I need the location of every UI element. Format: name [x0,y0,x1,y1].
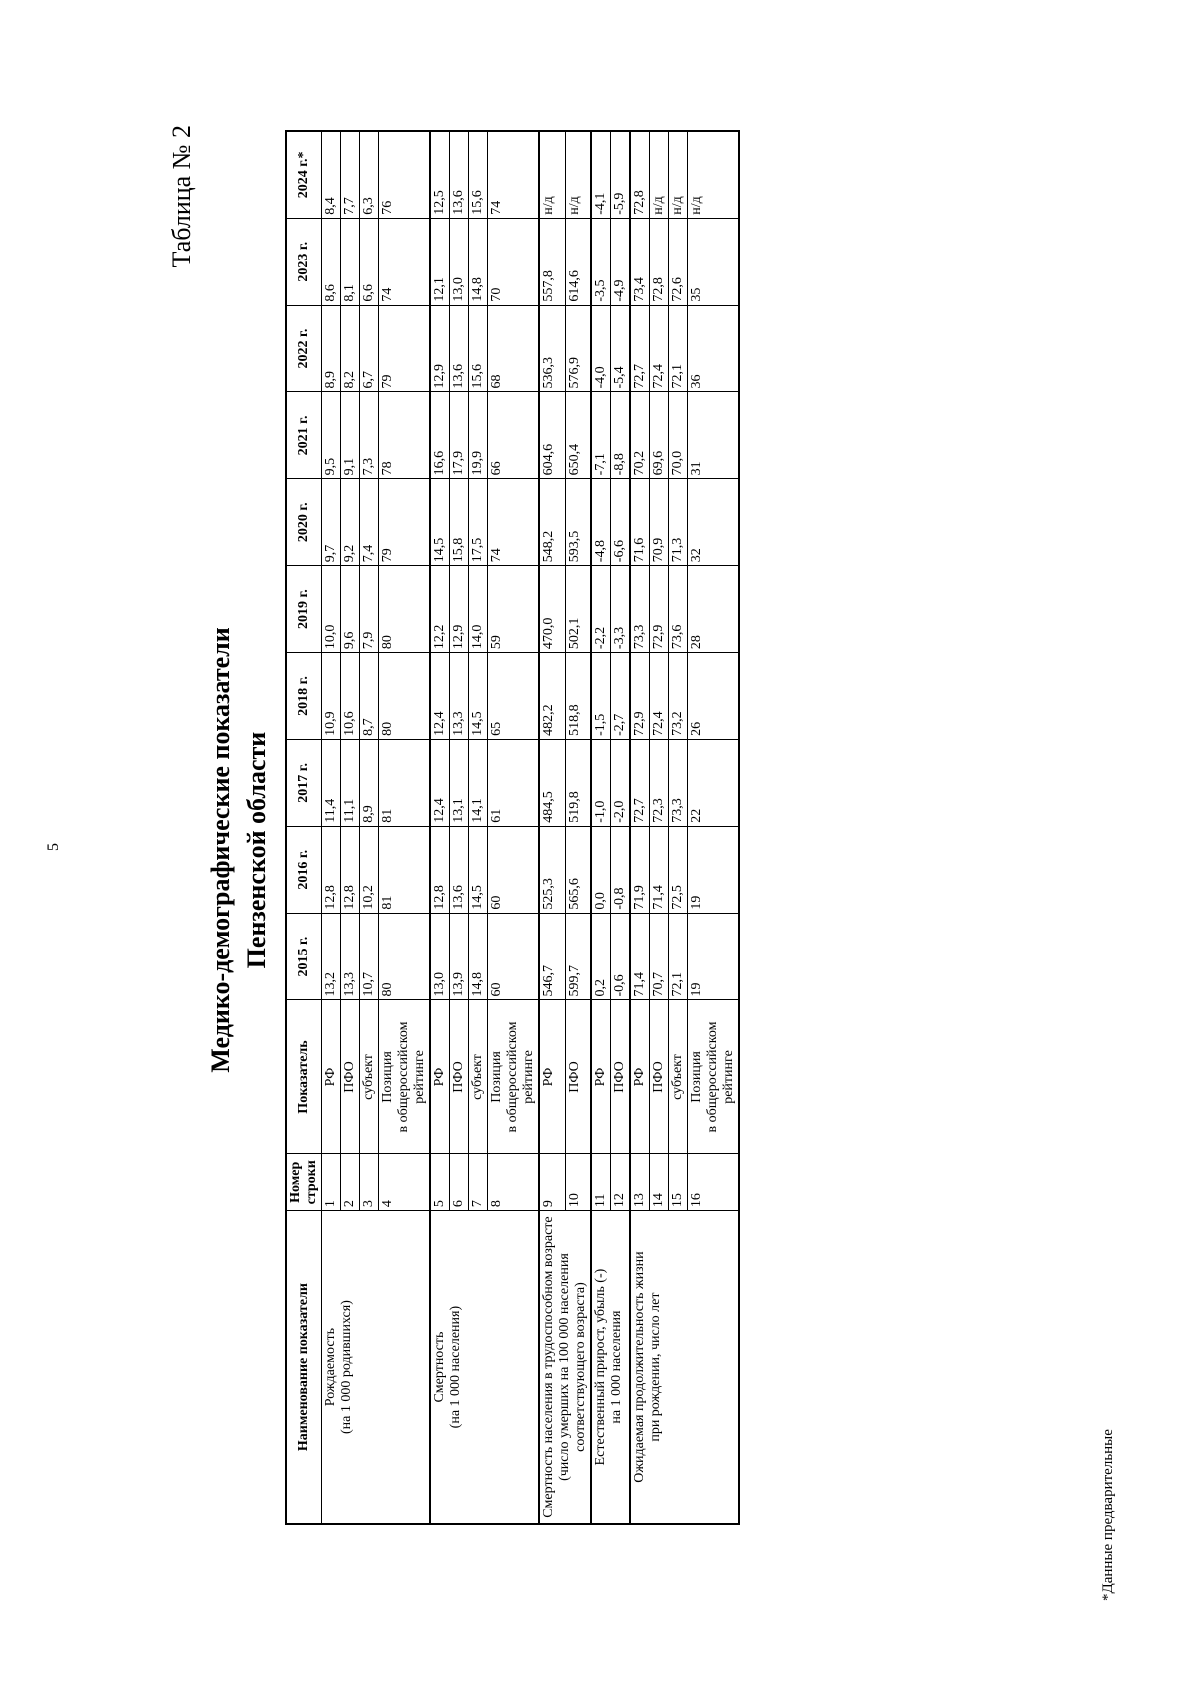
value-cell: 8,9 [322,305,341,392]
value-cell: н/д [565,131,591,218]
value-cell: 72,9 [630,653,650,740]
value-cell: 12,8 [341,826,360,913]
value-cell: 8,4 [322,131,341,218]
value-cell: 72,8 [650,218,669,305]
value-cell: 519,8 [565,739,591,826]
indicator-cell: субъект [469,1000,488,1154]
value-cell: 14,8 [469,913,488,1000]
value-cell: 80 [379,566,431,653]
value-cell: 79 [379,479,431,566]
value-cell: 60 [488,913,540,1000]
value-cell: 14,0 [469,566,488,653]
value-cell: -2,2 [591,566,611,653]
row-number-cell: 1 [322,1154,341,1211]
table-row [591,131,611,1524]
value-cell: -4,8 [591,479,611,566]
value-cell: 518,8 [565,653,591,740]
row-number-cell: 14 [650,1154,669,1211]
value-cell: 8,1 [341,218,360,305]
value-cell: н/д [669,131,688,218]
value-cell: 13,0 [430,913,450,1000]
value-cell: 17,9 [450,392,469,479]
indicator-cell: ПФО [650,1000,669,1154]
value-cell: 70 [488,218,540,305]
value-cell: 13,9 [450,913,469,1000]
table-row [539,131,565,1524]
value-cell: 9,1 [341,392,360,479]
row-number-cell: 3 [360,1154,379,1211]
value-cell: 11,4 [322,739,341,826]
indicator-cell: субъект [669,1000,688,1154]
value-cell: -6,6 [611,479,631,566]
value-cell: 80 [379,653,431,740]
demographics-table [285,130,740,1525]
value-cell: 9,7 [322,479,341,566]
row-number-cell: 12 [611,1154,631,1211]
value-cell: 8,7 [360,653,379,740]
value-cell: 70,7 [650,913,669,1000]
value-cell: 7,9 [360,566,379,653]
group-name-cell: Ожидаемая продолжительность жизни при рождении, число лет [630,1211,739,1524]
indicator-cell: ПФО [611,1000,631,1154]
value-cell: 66 [488,392,540,479]
value-cell: 72,5 [669,826,688,913]
value-cell: -5,4 [611,305,631,392]
value-cell: -2,0 [611,739,631,826]
value-cell: 28 [688,566,740,653]
header-year: 2016 г. [286,826,322,913]
value-cell: 71,9 [630,826,650,913]
row-number-cell: 9 [539,1154,565,1211]
indicator-cell: ПФО [450,1000,469,1154]
value-cell: 13,6 [450,131,469,218]
value-cell: 0,0 [591,826,611,913]
value-cell: 31 [688,392,740,479]
value-cell: 12,8 [430,826,450,913]
value-cell: 502,1 [565,566,591,653]
value-cell: 72,1 [669,305,688,392]
row-number-cell: 2 [341,1154,360,1211]
value-cell: н/д [539,131,565,218]
value-cell: -3,5 [591,218,611,305]
row-number-cell: 7 [469,1154,488,1211]
value-cell: 10,2 [360,826,379,913]
value-cell: 19,9 [469,392,488,479]
value-cell: 12,1 [430,218,450,305]
value-cell: 71,3 [669,479,688,566]
value-cell: 13,3 [450,653,469,740]
group-name-cell: Рождаемость (на 1 000 родившихся) [322,1211,431,1524]
value-cell: 60 [488,826,540,913]
value-cell: 12,9 [430,305,450,392]
header-indicator: Показатель [286,1000,322,1154]
title-line-2: Пензенской области [242,731,271,969]
value-cell: 650,4 [565,392,591,479]
indicator-cell: субъект [360,1000,379,1154]
value-cell: -4,9 [611,218,631,305]
value-cell: 26 [688,653,740,740]
header-year: 2017 г. [286,739,322,826]
header-row-number: Номер строки [286,1154,322,1211]
value-cell: 13,0 [450,218,469,305]
value-cell: 14,5 [469,826,488,913]
value-cell: 14,1 [469,739,488,826]
header-year: 2019 г. [286,566,322,653]
value-cell: -1,0 [591,739,611,826]
value-cell: 73,3 [630,566,650,653]
row-number-cell: 5 [430,1154,450,1211]
value-cell: 72,6 [669,218,688,305]
value-cell: 17,5 [469,479,488,566]
value-cell: 604,6 [539,392,565,479]
value-cell: 73,2 [669,653,688,740]
header-year: 2023 г. [286,218,322,305]
value-cell: 19 [688,826,740,913]
value-cell: 73,3 [669,739,688,826]
value-cell: 72,7 [630,305,650,392]
indicator-cell: РФ [539,1000,565,1154]
value-cell: 7,7 [341,131,360,218]
group-name-cell: Естественный прирост, убыль (-) на 1 000 населения [591,1211,630,1524]
row-number-cell: 13 [630,1154,650,1211]
row-number-cell: 4 [379,1154,431,1211]
value-cell: -2,7 [611,653,631,740]
value-cell: 13,2 [322,913,341,1000]
row-number-cell: 6 [450,1154,469,1211]
value-cell: 13,3 [341,913,360,1000]
value-cell: 12,2 [430,566,450,653]
value-cell: 72,4 [650,653,669,740]
header-year: 2021 г. [286,392,322,479]
value-cell: 12,4 [430,653,450,740]
value-cell: 10,0 [322,566,341,653]
header-year: 2018 г. [286,653,322,740]
header-name: Наименование показатели [286,1211,322,1524]
value-cell: 81 [379,826,431,913]
value-cell: 15,6 [469,131,488,218]
value-cell: 76 [379,131,431,218]
value-cell: 72,1 [669,913,688,1000]
value-cell: 12,9 [450,566,469,653]
value-cell: 557,8 [539,218,565,305]
value-cell: 10,9 [322,653,341,740]
value-cell: 484,5 [539,739,565,826]
value-cell: 65 [488,653,540,740]
value-cell: 74 [379,218,431,305]
value-cell: -7,1 [591,392,611,479]
indicator-cell: РФ [630,1000,650,1154]
value-cell: 59 [488,566,540,653]
row-number-cell: 8 [488,1154,540,1211]
value-cell: 6,7 [360,305,379,392]
value-cell: 7,3 [360,392,379,479]
value-cell: 8,9 [360,739,379,826]
value-cell: 71,4 [650,826,669,913]
value-cell: 565,6 [565,826,591,913]
value-cell: 7,4 [360,479,379,566]
value-cell: -8,8 [611,392,631,479]
value-cell: 13,6 [450,305,469,392]
value-cell: -5,9 [611,131,631,218]
value-cell: 19 [688,913,740,1000]
table-row [630,131,650,1524]
value-cell: н/д [688,131,740,218]
row-number-cell: 16 [688,1154,740,1211]
value-cell: 12,5 [430,131,450,218]
value-cell: -4,1 [591,131,611,218]
row-number-cell: 15 [669,1154,688,1211]
value-cell: 546,7 [539,913,565,1000]
value-cell: 10,6 [341,653,360,740]
value-cell: 11,1 [341,739,360,826]
value-cell: 72,7 [630,739,650,826]
indicator-cell: Позиция в общероссийском рейтинге [379,1000,431,1154]
table-row [430,131,450,1524]
value-cell: 576,9 [565,305,591,392]
group-name-cell: Смертность населения в трудоспособном возрасте (число умерших на 100 000 населения соответствующего возраста) [539,1211,591,1524]
value-cell: 70,9 [650,479,669,566]
value-cell: 81 [379,739,431,826]
value-cell: 8,6 [322,218,341,305]
indicator-cell: Позиция в общероссийском рейтинге [488,1000,540,1154]
indicator-cell: РФ [591,1000,611,1154]
value-cell: 548,2 [539,479,565,566]
value-cell: 32 [688,479,740,566]
value-cell: 61 [488,739,540,826]
value-cell: -4,0 [591,305,611,392]
value-cell: 9,5 [322,392,341,479]
value-cell: 36 [688,305,740,392]
value-cell: 22 [688,739,740,826]
value-cell: 73,4 [630,218,650,305]
table-body [322,131,740,1524]
value-cell: 0,2 [591,913,611,1000]
value-cell: 79 [379,305,431,392]
value-cell: 15,8 [450,479,469,566]
value-cell: 9,6 [341,566,360,653]
value-cell: 80 [379,913,431,1000]
value-cell: 72,8 [630,131,650,218]
value-cell: 74 [488,479,540,566]
header-year: 2024 г.* [286,131,322,218]
value-cell: -0,8 [611,826,631,913]
value-cell: 15,6 [469,305,488,392]
rotated-landscape-page [115,85,1115,1615]
header-year: 2020 г. [286,479,322,566]
indicator-cell: ПФО [341,1000,360,1154]
title-line-1: Медико-демографические показатели [206,627,235,1073]
indicator-cell: РФ [430,1000,450,1154]
group-name-cell: Смертность (на 1 000 населения) [430,1211,539,1524]
value-cell: 72,3 [650,739,669,826]
value-cell: 525,3 [539,826,565,913]
value-cell: -3,3 [611,566,631,653]
value-cell: 13,6 [450,826,469,913]
value-cell: 482,2 [539,653,565,740]
indicator-cell: ПФО [565,1000,591,1154]
table-header-row [286,131,322,1524]
indicator-cell: Позиция в общероссийском рейтинге [688,1000,740,1154]
value-cell: 593,5 [565,479,591,566]
value-cell: 72,9 [650,566,669,653]
value-cell: 12,8 [322,826,341,913]
value-cell: 68 [488,305,540,392]
value-cell: 70,2 [630,392,650,479]
value-cell: 78 [379,392,431,479]
indicator-cell: РФ [322,1000,341,1154]
row-number-cell: 10 [565,1154,591,1211]
value-cell: 71,6 [630,479,650,566]
value-cell: 14,5 [430,479,450,566]
page-number: 5 [45,843,62,851]
value-cell: 73,6 [669,566,688,653]
value-cell: 14,5 [469,653,488,740]
value-cell: -1,5 [591,653,611,740]
value-cell: 6,6 [360,218,379,305]
value-cell: 12,4 [430,739,450,826]
value-cell: 6,3 [360,131,379,218]
value-cell: 9,2 [341,479,360,566]
header-year: 2015 г. [286,913,322,1000]
value-cell: 16,6 [430,392,450,479]
value-cell: 10,7 [360,913,379,1000]
value-cell: 14,8 [469,218,488,305]
page-title [203,85,275,1615]
value-cell: 72,4 [650,305,669,392]
value-cell: 470,0 [539,566,565,653]
row-number-cell: 11 [591,1154,611,1211]
value-cell: 35 [688,218,740,305]
table-row [322,131,341,1524]
value-cell: 13,1 [450,739,469,826]
value-cell: 599,7 [565,913,591,1000]
table-label: Таблица № 2 [167,125,196,268]
value-cell: 71,4 [630,913,650,1000]
value-cell: н/д [650,131,669,218]
value-cell: 8,2 [341,305,360,392]
value-cell: -0,6 [611,913,631,1000]
footnote: *Данные предварительные [1100,1429,1116,1601]
value-cell: 69,6 [650,392,669,479]
value-cell: 74 [488,131,540,218]
value-cell: 536,3 [539,305,565,392]
header-year: 2022 г. [286,305,322,392]
value-cell: 614,6 [565,218,591,305]
value-cell: 70,0 [669,392,688,479]
